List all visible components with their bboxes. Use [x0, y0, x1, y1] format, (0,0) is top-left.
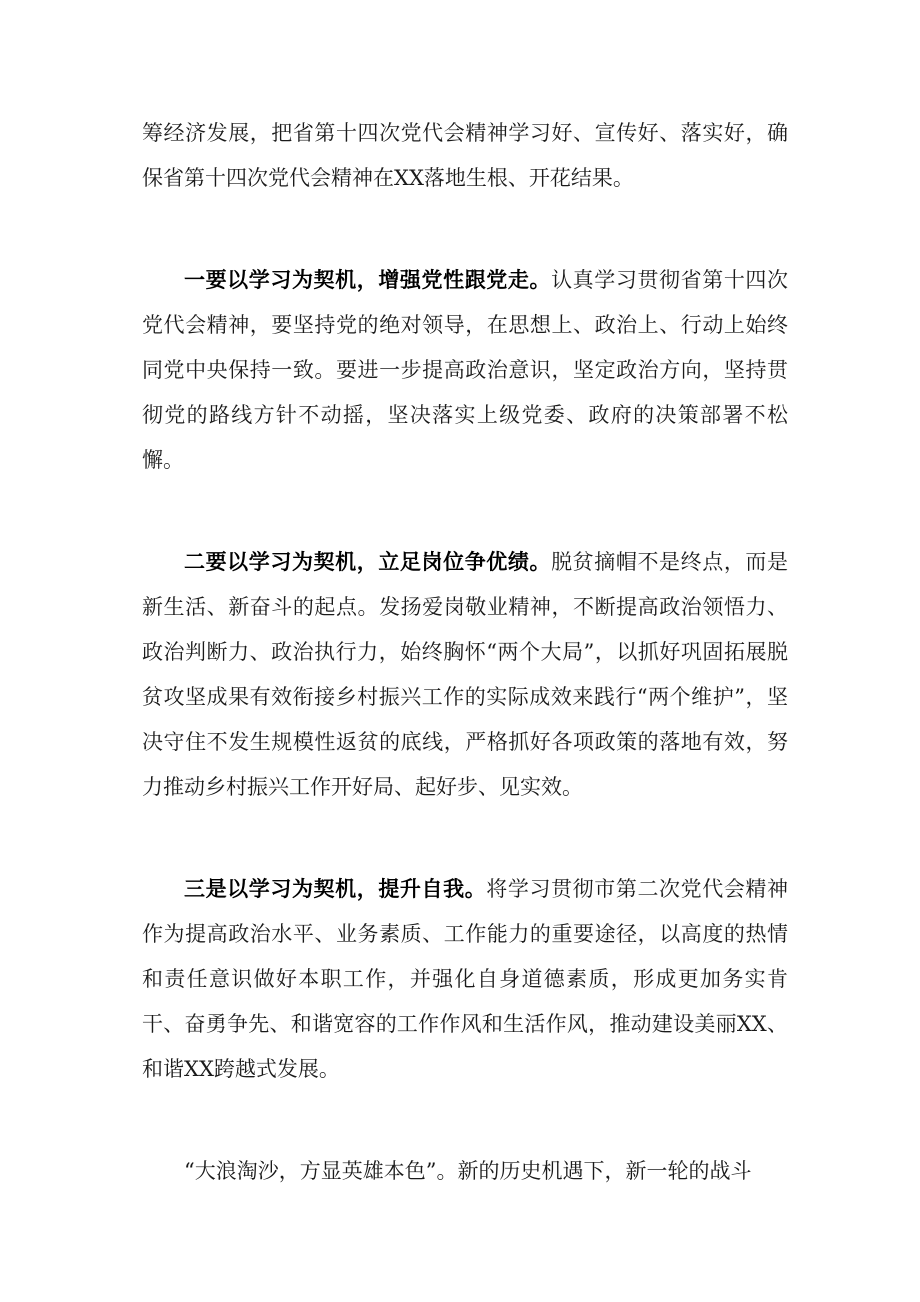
- document-body: [142, 110, 788, 1194]
- paragraph-lead: 三是以学习为契机，提升自我。: [184, 876, 487, 901]
- paragraph-point-three: [142, 866, 788, 1092]
- paragraph-lead: 二要以学习为契机，立足岗位争优绩。: [184, 549, 552, 574]
- paragraph-text: 将学习贯彻市第二次党代会精神作为提高政治水平、业务素质、工作能力的重要途径，以高度的热情和责任意识做好本职工作，并强化自身道德素质，形成更加务实肯干、奋勇争先、和谐宽容的工作作风和生活作风，推动建设美丽XX、和谐XX跨越式发展。: [142, 877, 788, 1081]
- paragraph-text: “大浪淘沙，方显英雄本色”。新的历史机遇下，新一轮的战斗: [184, 1159, 752, 1183]
- paragraph-text: 认真学习贯彻省第十四次党代会精神，要坚持党的绝对领导，在思想上、政治上、行动上始终同党中央保持一致。要进一步提高政治意识，坚定政治方向，坚持贯彻党的路线方针不动摇，坚决落实上级党委、政府的决策部署不松懈。: [142, 268, 789, 472]
- paragraph-closing: [142, 1148, 788, 1194]
- paragraph-text: 筹经济发展，把省第十四次党代会精神学习好、宣传好、落实好，确保省第十四次党代会精神在XX落地生根、开花结果。: [142, 121, 788, 190]
- paragraph-point-two: [142, 539, 788, 810]
- paragraph-lead: 一要以学习为契机，增强党性跟党走。: [184, 267, 552, 292]
- paragraph-point-one: [142, 257, 788, 483]
- paragraph-continuation: [142, 110, 788, 201]
- paragraph-text: 脱贫摘帽不是终点，而是新生活、新奋斗的起点。发扬爱岗敬业精神，不断提高政治领悟力、政治判断力、政治执行力，始终胸怀“两个大局”，以抓好巩固拓展脱贫攻坚成果有效衔接乡村振兴工作的实际成效来践行“两个维护”，坚决守住不发生规模性返贫的底线，严格抓好各项政策的落地有效，努力推动乡村振兴工作开好局、起好步、见实效。: [142, 550, 789, 799]
